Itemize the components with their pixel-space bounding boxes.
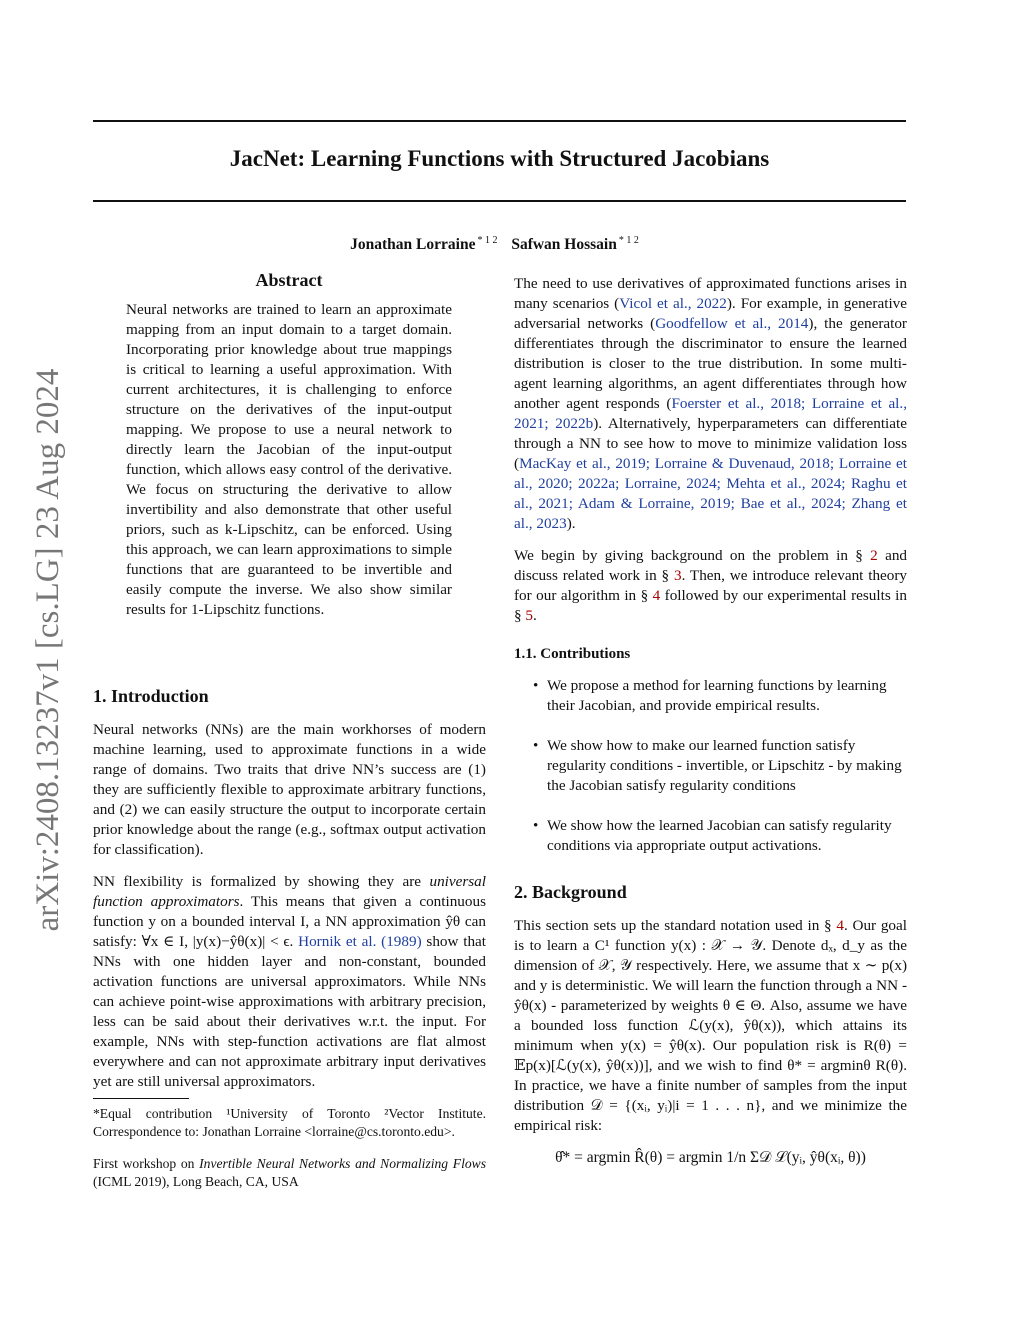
citation-link[interactable]: MacKay et al., 2019; Lorraine & Duvenaud, 2018; Lorraine et al., 2020; 2022a; Lorraine, 2024; Mehta et al., 2024; Raghu et al., 2021; Adam & Lorraine, 2019; Bae et al., 2024; Zhang et al., 2023 (514, 455, 907, 532)
footnotes (93, 1098, 486, 1205)
left-column (93, 686, 486, 1104)
intro-paragraph (93, 872, 486, 1092)
right-column (514, 274, 907, 1168)
contributions-list (514, 676, 907, 856)
text-run: We begin by giving background on the problem in § (514, 547, 863, 564)
text-run: . (532, 607, 537, 624)
text-run: . This means that given a continuous function y on a bounded interval I, a NN approximation ŷθ can satisfy: ∀x ∈ I, |y(x)−ŷθ(x)| < ϵ. (93, 893, 486, 950)
introduction-heading: 1. Introduction (93, 686, 209, 706)
background-paragraph (514, 916, 907, 1136)
text-run: and discuss related work in § (514, 547, 908, 584)
empirical-risk-equation: θ̂* = argmin R̂(θ) = argmin 1/n Σ𝒟 ℒ(yᵢ, ŷθ(xᵢ, θ)) (555, 1149, 866, 1166)
author-name: Safwan Hossain (511, 236, 617, 254)
arxiv-identifier-stamp: arXiv:2408.13237v1 [cs.LG] 23 Aug 2024 (30, 368, 66, 932)
text-run: (ICML 2019), Long Beach, CA, USA (93, 1174, 299, 1189)
section-ref-link[interactable]: 2 (870, 547, 878, 564)
section-ref-link[interactable]: 3 (673, 567, 682, 584)
text-run: The need to use derivatives of approximated functions arises in many scenarios ( (514, 275, 907, 312)
citation-link[interactable]: Vicol et al., 2022 (619, 295, 727, 312)
text-run: . Then, we introduce relevant theory for our algorithm in § (514, 567, 908, 604)
text-run: This section sets up the standard notation used in § (514, 917, 832, 934)
text-run: First workshop on (93, 1156, 195, 1171)
citation-link[interactable]: Hornik et al. (1989) (298, 933, 422, 950)
list-item: • We show how to make our learned function satisfy regularity conditions - invertible, or Lipschitz - by making the Jacobian satisfy regularity conditions (514, 736, 907, 796)
citation-link[interactable]: Foerster et al., 2018; Lorraine et al., 2021; 2022b (514, 395, 907, 432)
title-top-rule (93, 120, 906, 122)
author-list (93, 235, 906, 254)
emphasis-text: universal function approximators (93, 873, 486, 910)
author-affiliation-marks: * 1 2 (477, 235, 498, 246)
section-ref-link[interactable]: 5 (525, 607, 533, 624)
title-bottom-rule (93, 200, 906, 202)
text-run: ). Alternatively, hyperparameters can differentiate through a NN to see how to move to minimize validation loss ( (514, 415, 907, 472)
footnote-rule (93, 1098, 189, 1099)
background-heading: 2. Background (514, 882, 627, 902)
paper-title: JacNet: Learning Functions with Structured Jacobians (229, 146, 770, 171)
workshop-note (93, 1155, 486, 1191)
outline-paragraph (514, 546, 907, 626)
abstract-text: Neural networks are trained to learn an approximate mapping from an input domain to a target domain. Incorporating prior knowledge about true mappings is critical to learning a useful approximation. With current architectures, it is challenging to enforce structure on the derivatives of the input-output mapping. We propose to use a neural network to directly learn the Jacobian of the input-output function, which allows easy control of the derivative. We focus on structuring the derivative to allow invertibility and also demonstrate that other useful priors, such as k-Lipschitz, can be enforced. Using this approach, we can learn approximations to simple functions that are guaranteed to be invertible and easily compute the inverse. We also show similar results for 1-Lipschitz functions. (126, 301, 452, 618)
section-ref-link[interactable]: 4 (652, 587, 661, 604)
list-item: • We propose a method for learning functions by learning their Jacobian, and provide empirical results. (514, 676, 907, 716)
text-run: ), the generator differentiates through the discriminator to ensure the learned distribution is closer to the true distribution. In some multi-agent learning algorithms, an agent differentiates through how another agent responds ( (514, 315, 907, 412)
emphasis-text: Invertible Neural Networks and Normalizing Flows (199, 1156, 486, 1171)
footnote-text: *Equal contribution ¹University of Toronto ²Vector Institute. Correspondence to: Jonathan Lorraine <lorraine@cs.toronto.edu>. (93, 1106, 486, 1139)
contributions-heading: 1.1. Contributions (514, 646, 631, 662)
list-item: • We show how the learned Jacobian can satisfy regularity conditions via appropriate output activations. (514, 816, 907, 856)
author-name: Jonathan Lorraine (350, 236, 476, 254)
abstract-heading: Abstract (255, 270, 323, 290)
text-run: ). For example, in generative adversarial networks ( (514, 295, 907, 332)
intro-paragraph: Neural networks (NNs) are the main workhorses of modern machine learning, used to approximate functions in a wide range of domains. Two traits that drive NN’s success are (1) they are sufficiently flexible to approximate arbitrary functions, and (2) we can easily structure the output to incorporate certain prior knowledge about the range (e.g., softmax output activation for classification). (93, 721, 486, 858)
section-ref-link[interactable]: 4 (836, 917, 844, 934)
citation-link[interactable]: Goodfellow et al., 2014 (655, 315, 809, 332)
text-run: NN flexibility is formalized by showing they are (93, 873, 422, 890)
motivation-paragraph (514, 274, 907, 534)
author-affiliation-marks: * 1 2 (618, 235, 639, 246)
text-run: . Our goal is to learn a C¹ function y(x) : 𝒳 → 𝒴. Denote dₓ, d_y as the dimension of 𝒳, 𝒴 respectively. Here, we assume that x ∼ p(x) and y is deterministic. We will learn the function through a NN - ŷθ(x) - parameterized by weights θ ∈ Θ. Also, assume we have a bounded loss function ℒ(y(x), ŷθ(x)), which attains its minimum when y(x) = ŷθ(x). Our population risk is R(θ) = 𝔼p(x)[ℒ(y(x), ŷθ(x))], and we wish to find θ* = argminθ R(θ). In practice, we have a finite number of samples from the input distribution 𝒟 = {(xᵢ, yᵢ)|i = 1 . . . n}, and we minimize the empirical risk: (514, 917, 907, 1134)
text-run: ). (566, 515, 576, 532)
abstract-section (126, 270, 452, 632)
text-run: followed by our experimental results in § (514, 587, 907, 624)
text-run: show that NNs with one hidden layer and non-constant, bounded activation functions are universal approximators. While NNs can achieve point-wise approximations with arbitrary precision, less can be said about their derivatives w.r.t. the input. For example, NNs with step-function activations are flat almost everywhere and can not approximate arbitrary input derivatives yet are still universal approximators. (93, 933, 487, 1090)
